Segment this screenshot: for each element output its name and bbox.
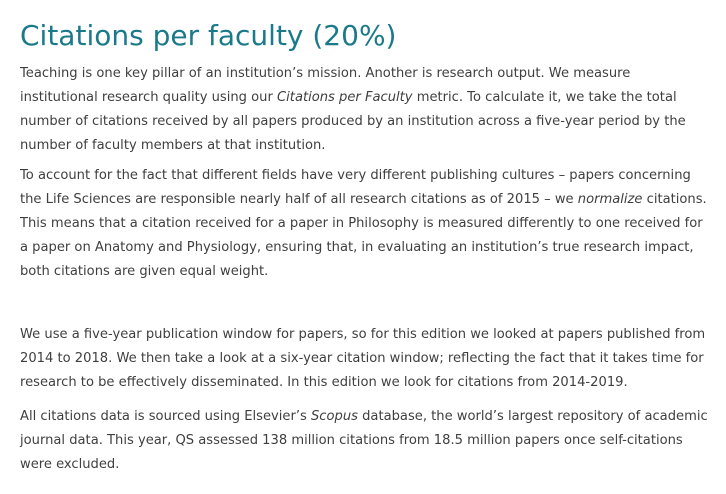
- text-run: institutional research quality using our: [20, 90, 278, 105]
- paragraph-line: research to be effectively disseminated. In this edition we look for citations from 2014-2019.: [20, 375, 628, 390]
- paragraph-line: number of faculty members at that institution.: [20, 138, 326, 153]
- paragraph-line: a paper on Anatomy and Physiology, ensuring that, in evaluating an institution’s true research impact,: [20, 240, 694, 255]
- text-run: All citations data is sourced using Elsevier’s: [20, 409, 311, 424]
- paragraph-line: This means that a citation received for a paper in Philosophy is measured differently to one received for: [20, 216, 703, 231]
- scopus-emphasis: Scopus: [310, 409, 358, 424]
- metric-name-emphasis: Citations per Faculty: [277, 90, 413, 105]
- paragraph-line: We use a five-year publication window for papers, so for this edition we looked at papers published from: [20, 327, 706, 342]
- paragraph-normalization: [20, 164, 710, 284]
- section-heading: Citations per faculty (20%): [20, 19, 397, 52]
- paragraph-line: journal data. This year, QS assessed 138 million citations from 18.5 million papers once self-citations: [20, 433, 683, 448]
- text-run: the Life Sciences are responsible nearly half of all research citations as of 2015 – we: [20, 192, 578, 207]
- paragraph-publication-window: [20, 323, 710, 395]
- paragraph-line: both citations are given equal weight.: [20, 264, 269, 279]
- paragraph-line: To account for the fact that different fields have very different publishing cultures – papers concerning: [20, 168, 691, 183]
- text-run: database, the world’s largest repository of academic: [357, 409, 708, 424]
- paragraph-line: [20, 86, 710, 110]
- paragraph-teaching-research: [20, 62, 710, 158]
- paragraph-line: 2014 to 2018. We then take a look at a six-year citation window; reflecting the fact that it takes time for: [20, 351, 704, 366]
- text-run: citations.: [642, 192, 707, 207]
- paragraph-line: number of citations received by all papers produced by an institution across a five-year period by the: [20, 114, 686, 129]
- paragraph-line: were excluded.: [20, 457, 120, 472]
- paragraph-data-source: [20, 405, 710, 477]
- paragraph-line: [20, 405, 710, 429]
- paragraph-line: Teaching is one key pillar of an institution’s mission. Another is research output. We measure: [20, 66, 631, 81]
- paragraph-line: [20, 188, 710, 212]
- normalize-emphasis: normalize: [577, 192, 643, 207]
- text-run: metric. To calculate it, we take the total: [412, 90, 677, 105]
